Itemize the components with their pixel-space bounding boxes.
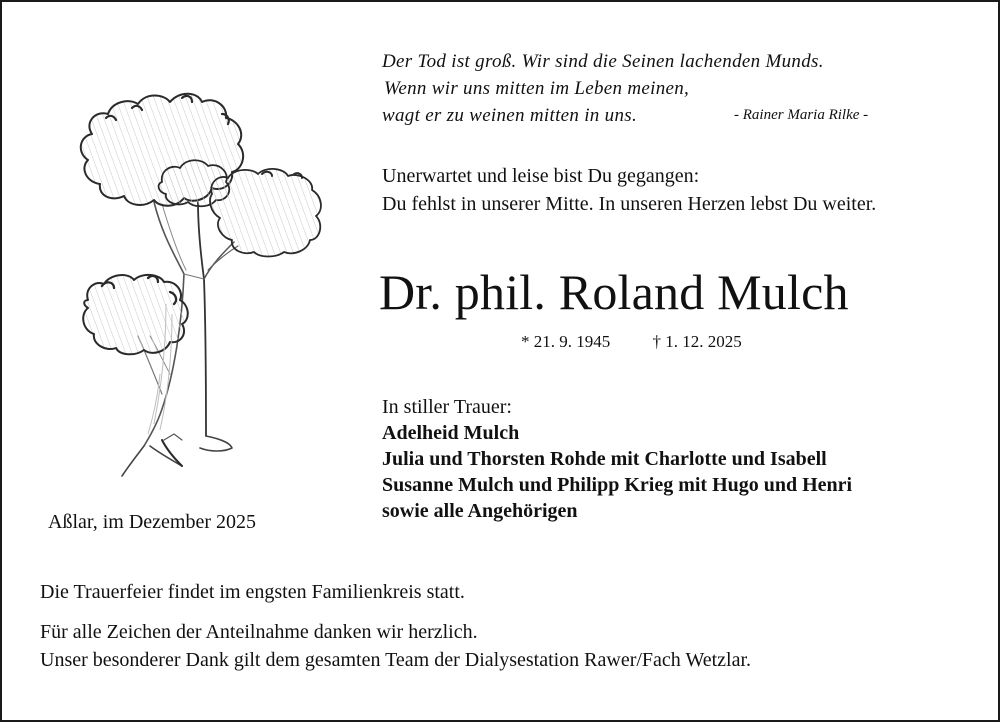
tree-sketch-icon — [62, 74, 342, 484]
verse-line-1: Unerwartet und leise bist Du gegangen: — [382, 165, 700, 187]
thanks-line-2: Unser besonderer Dank gilt dem gesamten Team der Dialysestation Rawer/Fach Wetzlar. — [40, 649, 752, 671]
rilke-quote — [382, 48, 869, 129]
birth-date: * 21. 9. 1945 — [521, 332, 611, 351]
spacer — [40, 606, 751, 618]
intro-verse — [382, 162, 876, 218]
mourner-name: Susanne Mulch und Philipp Krieg mit Hugo und Henri — [382, 474, 853, 496]
mourner-name: Adelheid Mulch — [382, 422, 520, 444]
quote-line-2: Wenn wir uns mitten im Leben meinen, — [384, 78, 690, 99]
footer-notes — [40, 578, 751, 674]
quote-line-1: Der Tod ist groß. Wir sind die Seinen lachenden Munds. — [382, 51, 824, 72]
mourner-name: Julia und Thorsten Rohde mit Charlotte und Isabell — [382, 448, 827, 470]
mourners-block — [382, 394, 852, 524]
mourner-name: sowie alle Angehörigen — [382, 500, 578, 522]
quote-attribution: - Rainer Maria Rilke - — [734, 107, 869, 123]
life-dates — [521, 330, 742, 354]
ceremony-note: Die Trauerfeier findet im engsten Familienkreis statt. — [40, 581, 465, 603]
death-date: † 1. 12. 2025 — [652, 332, 742, 351]
verse-line-2: Du fehlst in unserer Mitte. In unseren Herzen lebst Du weiter. — [382, 193, 877, 215]
thanks-line-1: Für alle Zeichen der Anteilnahme danken wir herzlich. — [40, 621, 478, 643]
place-date: Aßlar, im Dezember 2025 — [48, 511, 257, 533]
mourners-intro: In stiller Trauer: — [382, 396, 512, 418]
quote-line-3: wagt er zu weinen mitten in uns. — [382, 105, 638, 126]
deceased-name: Dr. phil. Roland Mulch — [379, 264, 849, 320]
